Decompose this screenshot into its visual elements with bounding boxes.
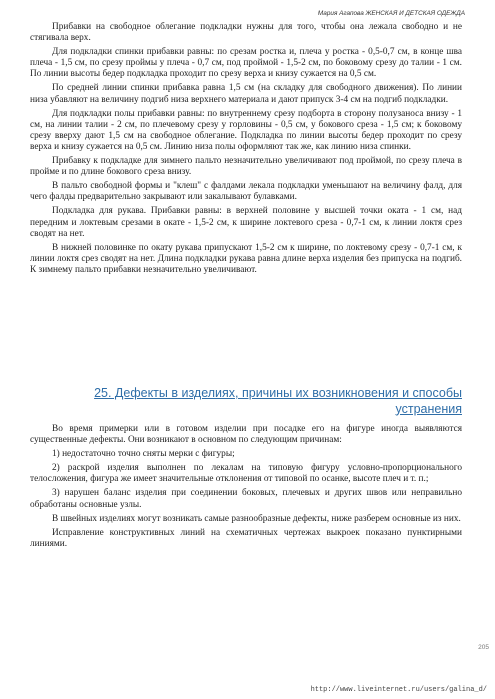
section-heading — [32, 386, 462, 417]
paragraph: Для подкладки полы прибавки равны: по внутреннему срезу подборта в сторону полузаноса внизу - 1 см, на линии талии - 2 см, по плечевому срезу у горловины - 0,5 см, у бокового среза - 1,5 см; к боковому срезу вверху дают 1,5 см на свободное облегание. Подкладка по линии высоты бедер проходит по срезу верха и книзу сужается на 0,5 см. Линию низа полы оформляют так же, как линию низа спинки. — [30, 108, 462, 152]
running-header: Мария Агапова ЖЕНСКАЯ И ДЕТСКАЯ ОДЕЖДА — [317, 10, 465, 17]
body-text-top — [30, 22, 462, 279]
paragraph: Для подкладки спинки прибавки равны: по срезам ростка и, плеча у ростка - 0,5-0,7 см, в конце шва плеча - 1,5 см, по срезу проймы у плеча - 0,7 см, под проймой - 1,5-2 см, по боковому срезу до талии - 1 см. По линии высоты бедер подкладка проходит по срезу верха и книзу сужается на 0,5 см. — [30, 47, 462, 80]
paragraph: По средней линии спинки прибавка равна 1,5 см (на складку для свободного движения). По линии низа убавляют на величину подгиб низа верхнего материала и дают припуск 3-4 см на подгиб подкладки. — [30, 83, 462, 105]
paragraph: Исправление конструктивных линий на схематичных чертежах выкроек показано пунктирными линиями. — [30, 527, 462, 549]
paragraph: В нижней половинке по окату рукава припускают 1,5-2 см к ширине, по локтевому срезу - 0,7-1 см, к линии локтя срез сводят на нет. Длина подкладки рукава равна длине верха изделия без припуска на подгиб. К зимнему пальто прибавки незначительно увеличивают. — [30, 242, 462, 275]
body-text-bottom — [30, 424, 462, 553]
list-item: 3) нарушен баланс изделия при соединении боковых, плечевых и других швов или неправильно обработаны основные узлы. — [30, 488, 462, 510]
list-item: 2) раскрой изделия выполнен по лекалам на типовую фигуру условно-пропорционального телосложения, фигура же имеет значительные отклонения от типовой по осанке, высоте плеч и т. п.; — [30, 463, 462, 485]
paragraph: В швейных изделиях могут возникать самые разнообразные дефекты, ниже разберем основные из них. — [52, 513, 461, 524]
footer-url[interactable]: http://www.liveinternet.ru/users/galina_d/ — [310, 686, 487, 694]
paragraph: Подкладка для рукава. Прибавки равны: в верхней половине у высшей точки оката - 1 см, над передним и локтевым срезами в окате - 1,5-2 см, к ширине локтевого среза - 0,7-1 см, к линии локтя срез сводят на нет. — [30, 206, 462, 239]
paragraph: Прибавки на свободное облегание подкладки нужны для того, чтобы она лежала свободно и не стягивала верх. — [30, 22, 462, 44]
paragraph: Во время примерки или в готовом изделии при посадке его на фигуре иногда выявляются существенные дефекты. Они возникают в основном по следующим причинам: — [30, 424, 462, 446]
page-number: 205 — [478, 644, 489, 651]
paragraph: Прибавку к подкладке для зимнего пальто незначительно увеличивают под проймой, по срезу плеча в пройме и по длине бокового среза внизу. — [30, 156, 462, 178]
list-item: 1) недостаточно точно сняты мерки с фигуры; — [52, 449, 235, 460]
paragraph: В пальто свободной формы и "клеш" с фалдами лекала подкладки уменьшают на величину фалд, для чего фалды предварительно закрывают или закалывают булавками. — [30, 181, 462, 203]
section-heading-text: 25. Дефекты в изделиях, причины их возникновения и способы устранения — [94, 386, 462, 416]
